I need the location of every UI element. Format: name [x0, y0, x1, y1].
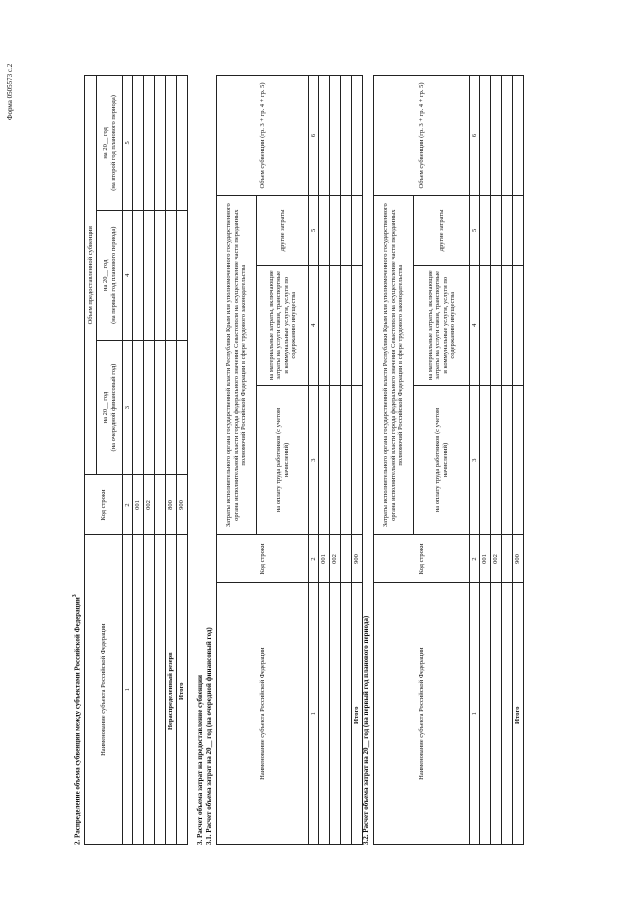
col-year2-header: на 20__ год (на первый год планового периода) [97, 210, 123, 340]
data-cell[interactable] [166, 340, 177, 475]
col-code-header: Код строки [374, 535, 470, 583]
total-label: Итого [513, 583, 524, 845]
table-row [144, 76, 155, 845]
row-name-cell[interactable] [480, 583, 491, 845]
data-cell[interactable] [144, 340, 155, 475]
empty-row [502, 76, 513, 845]
row-code-cell: 001 [319, 535, 330, 583]
data-cell[interactable] [133, 340, 144, 475]
number-row [470, 76, 480, 845]
row-name-cell[interactable] [144, 535, 155, 845]
total-row [513, 76, 524, 845]
data-cell[interactable] [166, 76, 177, 211]
table-row [480, 76, 491, 845]
table-row [491, 76, 502, 845]
num-cell: 1 [123, 535, 133, 845]
table-row [330, 76, 341, 845]
col-volume-header: Объем субвенции (гр. 3 + гр. 4 + гр. 5) [217, 76, 309, 196]
row-name-cell[interactable] [491, 583, 502, 845]
row-code-cell: 002 [491, 535, 502, 583]
row-code-cell: 002 [330, 535, 341, 583]
data-cell[interactable] [513, 195, 524, 265]
data-cell[interactable] [513, 265, 524, 385]
num-cell: 5 [123, 76, 133, 211]
num-cell: 5 [470, 195, 480, 265]
reserve-row [166, 76, 177, 845]
reserve-label: Нераспределенный резерв [166, 535, 177, 845]
col-other-header: другие затраты [414, 195, 470, 265]
row-name-cell[interactable] [330, 583, 341, 845]
data-cell[interactable] [330, 195, 341, 265]
num-cell: 2 [470, 535, 480, 583]
data-cell[interactable] [330, 265, 341, 385]
data-cell[interactable] [352, 76, 363, 196]
num-cell: 2 [309, 535, 319, 583]
data-cell[interactable] [480, 265, 491, 385]
num-cell: 4 [309, 265, 319, 385]
num-cell: 3 [470, 385, 480, 535]
num-cell: 4 [470, 265, 480, 385]
table-row [319, 76, 330, 845]
num-cell: 1 [309, 583, 319, 845]
total-code: 900 [513, 535, 524, 583]
col-volume-header: Объем субвенции (гр. 3 + гр. 4 + гр. 5) [374, 76, 470, 196]
row-code-cell: 002 [144, 475, 155, 535]
col-volume-group-header: Объем предоставленной субвенции [85, 76, 97, 476]
data-cell[interactable] [480, 76, 491, 196]
row-code-cell: 001 [480, 535, 491, 583]
col-code-header: Код строки [217, 535, 309, 583]
col-code-header: Код строки [85, 475, 123, 535]
data-cell[interactable] [177, 340, 188, 475]
num-cell: 3 [123, 340, 133, 475]
data-cell[interactable] [319, 195, 330, 265]
col-costs-group-header: Затраты исполнительного органа государственной власти Республики Крым или уполномоченного государственного органа исполнительной власти города федерального значения Севастополя на осуществление части переданных полномочий Российской Федерации в сфере трудового законодательства [217, 195, 257, 535]
section2-title: 2. Распределение объема субвенции между субъектами Российской Федерации$^3$ [72, 594, 82, 845]
data-cell[interactable] [513, 385, 524, 535]
data-cell[interactable] [491, 265, 502, 385]
total-code: 900 [177, 475, 188, 535]
data-cell[interactable] [480, 385, 491, 535]
data-cell[interactable] [513, 76, 524, 196]
section3-1-title: 3.1. Расчет объема затрат на 20__ год (на очередной финансовый год) [205, 627, 213, 845]
data-cell[interactable] [330, 385, 341, 535]
row-name-cell[interactable] [133, 535, 144, 845]
data-cell[interactable] [319, 265, 330, 385]
col-name-header: Наименование субъекта Российской Федерации [85, 535, 123, 845]
col-costs-group-header: Затраты исполнительного органа государственной власти Республики Крым или уполномоченного государственного органа исполнительной власти города федерального значения Севастополя на осуществление части переданных полномочий Российской Федерации в сфере трудового законодательства [374, 195, 414, 535]
data-cell[interactable] [491, 385, 502, 535]
section3-title: 3. Расчет объема затрат на предоставление субвенции [196, 674, 204, 845]
data-cell[interactable] [330, 76, 341, 196]
col-salary-header: на оплату труда работников (с учетом начислений) [414, 385, 470, 535]
col-other-header: другие затраты [257, 195, 309, 265]
num-cell: 2 [123, 475, 133, 535]
table-row [133, 76, 144, 845]
section3-2-table [373, 75, 524, 845]
number-row [309, 76, 319, 845]
row-name-cell[interactable] [319, 583, 330, 845]
data-cell[interactable] [352, 385, 363, 535]
col-name-header: Наименование субъекта Российской Федерации [217, 583, 309, 845]
data-cell[interactable] [319, 385, 330, 535]
data-cell[interactable] [133, 210, 144, 340]
col-salary-header: на оплату труда работников (с учетом начислений) [257, 385, 309, 535]
num-cell: 3 [309, 385, 319, 535]
col-name-header: Наименование субъекта Российской Федерации [374, 583, 470, 845]
section2-table [84, 75, 188, 845]
data-cell[interactable] [177, 210, 188, 340]
num-cell: 5 [309, 195, 319, 265]
total-code: 900 [352, 535, 363, 583]
number-row [123, 76, 133, 845]
num-cell: 6 [309, 76, 319, 196]
data-cell[interactable] [352, 195, 363, 265]
form-number-label: Форма 0505573 с.2 [6, 63, 14, 120]
reserve-code: 800 [166, 475, 177, 535]
data-cell[interactable] [144, 210, 155, 340]
data-cell[interactable] [480, 195, 491, 265]
num-cell: 1 [470, 583, 480, 845]
total-label: Итого [177, 535, 188, 845]
row-code-cell: 001 [133, 475, 144, 535]
empty-row [341, 76, 352, 845]
col-year3-header: на 20__ год (на второй год планового периода) [97, 76, 123, 211]
col-material-header: на материальные затраты, включающие затраты на услуги связи, транспортные и коммунальные услуги, услуги по содержанию имущества [414, 265, 470, 385]
total-row [352, 76, 363, 845]
data-cell[interactable] [133, 76, 144, 211]
data-cell[interactable] [144, 76, 155, 211]
col-year1-header: на 20__ год (на очередной финансовый год) [97, 340, 123, 475]
data-cell[interactable] [319, 76, 330, 196]
data-cell[interactable] [491, 195, 502, 265]
data-cell[interactable] [166, 210, 177, 340]
num-cell: 4 [123, 210, 133, 340]
data-cell[interactable] [352, 265, 363, 385]
total-label: Итого [352, 583, 363, 845]
data-cell[interactable] [177, 76, 188, 211]
section3-2-title: 3.2. Расчет объема затрат на 20__ год (на первый год планового периода) [362, 615, 370, 845]
total-row [177, 76, 188, 845]
section3-1-table [216, 75, 363, 845]
data-cell[interactable] [491, 76, 502, 196]
num-cell: 6 [470, 76, 480, 196]
col-material-header: на материальные затраты, включающие затраты на услуги связи, транспортные и коммунальные услуги, услуги по содержанию имущества [257, 265, 309, 385]
empty-row [155, 76, 166, 845]
